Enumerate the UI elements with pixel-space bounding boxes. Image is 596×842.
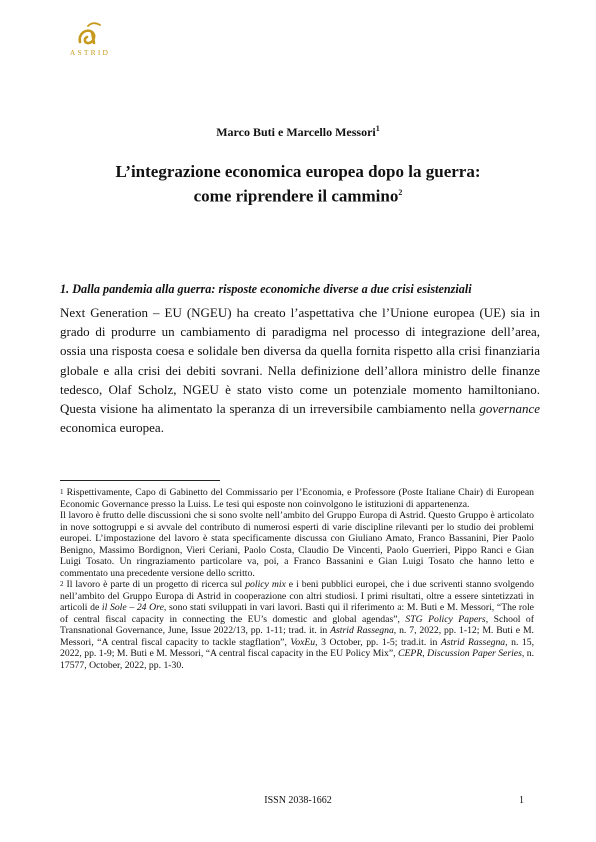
footnote-1-continued: Il lavoro è frutto delle discussioni che si sono svolte nell’ambito del Gruppo Europa di Astrid. Questo Gruppo è articolato in nove sottogruppi e si avvale del contributo di numerosi esperti di varie discipline rilevanti per lo studio dei problemi europei. L’impostazione del lavoro è stata specificamente discussa con Giuliano Amato, Franco Bassanini, Pier Paolo Benigno, Massimo Bordignon, Vieri Ceriani, Paolo Costa, Claudio De Vincenti, Paolo Guerrieri, Pippo Ranci e Gian Luigi Tosato. Un ringraziamento particolare va, poi, a Franco Bassanini e Gian Luigi Tosato che hanno letto e commentato una precedente versione dello scritto. <box>60 510 534 579</box>
astrid-a-logo-icon <box>74 22 104 46</box>
footnote-2-text: , n. 15, 2022, pp. 1-9; M. Buti e M. Messori, “A central fiscal capacity in the EU Policy Mix”, <box>60 636 534 659</box>
footnote-1-text: Rispettivamente, Capo di Gabinetto del Commissario per l’Economia, e Professore (Poste Italiane Chair) di European Economic Governance presso la Luiss. Le tesi qui esposte non coinvolgono le istituzioni di appartenenza. <box>60 487 534 510</box>
footnote-2-text: , n. 17577, October, 2022, pp. 1-30. <box>60 648 535 671</box>
authors-names: Marco Buti e Marcello Messori <box>216 125 376 139</box>
section-heading: 1. Dalla pandemia alla guerra: risposte economiche diverse a due crisi esistenziali <box>60 282 472 296</box>
footnote-ref-1[interactable]: 1 <box>375 124 380 133</box>
footnote-2-emphasis: Astrid Rassegna <box>440 636 506 648</box>
footnote-2-text: , <box>422 648 428 659</box>
paper-title <box>0 161 596 207</box>
footnote-2-number: 2 <box>60 580 64 588</box>
footnote-2-emphasis: VoxEu <box>290 636 316 648</box>
footnote-2-emphasis: il Sole – 24 Ore <box>101 602 164 613</box>
footnote-ref-2[interactable]: 2 <box>398 188 403 197</box>
footnotes <box>60 487 534 671</box>
body-text-a: Next Generation – EU (NGEU) ha creato l’aspettativa che l’Unione europea (UE) sia in grado di produrre un cambiamento di paradigma nel processo di integrazione dell’area, ossia una risposta coesa e solidale ben diversa da quella fornita rispetto alla crisi finanziaria globale e alla crisi dei debiti sovrani. Nella definizione dell’allora ministro delle finanze tedesco, Olaf Scholz, NGEU è stato visto come un potenziale momento hamiltoniano. Questa visione ha alimentato la speranza di un irreversibile cambiamento nella <box>60 305 540 417</box>
page-number: 1 <box>519 795 524 806</box>
footnote-2-text: e i beni pubblici europei, che i due scriventi stanno svolgendo nell’ambito del Gruppo Europa di Astrid in cooperazione con altri studiosi. I primi risultati, oltre a essere sintetizzati in articoli de <box>60 579 534 613</box>
footnote-2-emphasis: STG Policy Papers <box>405 613 486 625</box>
footnote-2-text: , School of Transnational Governance, June, Issue 2022/13, pp. 1-11; trad. it. in <box>60 613 534 636</box>
logo-text: ASTRID <box>69 48 111 57</box>
body-text-b: economica europea. <box>60 420 164 436</box>
footer-issn: ISSN 2038-1662 <box>264 795 332 806</box>
footnote-2-text: , sono stati sviluppati in vari lavori. Basti qui il riferimento a: M. Buti e M. Messori, “The role of central fiscal capacity in connecting the EU’s domestic and global agendas”, <box>60 602 534 625</box>
footnote-2-emphasis: policy mix <box>245 579 286 590</box>
footnote-2-text: Il lavoro è parte di un progetto di ricerca sul <box>63 579 246 590</box>
footnote-2-text: , 3 October, pp. 1-5; trad.it. in <box>315 636 441 648</box>
footnote-2-emphasis: Astrid Rassegna <box>330 625 394 636</box>
footnote-2-emphasis: Discussion Paper Series <box>427 648 522 659</box>
title-line-1: L’integrazione economica europea dopo la guerra: <box>115 162 481 181</box>
footnote-2 <box>60 579 534 671</box>
body-paragraph <box>60 303 540 437</box>
footnote-2-emphasis: CEPR <box>398 648 423 659</box>
footnote-divider <box>60 480 220 481</box>
body-emphasis: governance <box>479 401 540 417</box>
footnote-1-number: 1 <box>60 488 64 496</box>
authors <box>0 124 596 140</box>
footnote-1 <box>60 487 534 510</box>
astrid-logo <box>60 22 120 58</box>
title-line-2: come riprendere il cammino <box>193 186 399 206</box>
footnote-2-text: , n. 7, 2022, pp. 1-12; M. Buti e M. Messori, “A central fiscal capacity to tackle stagflation”, <box>60 625 534 648</box>
